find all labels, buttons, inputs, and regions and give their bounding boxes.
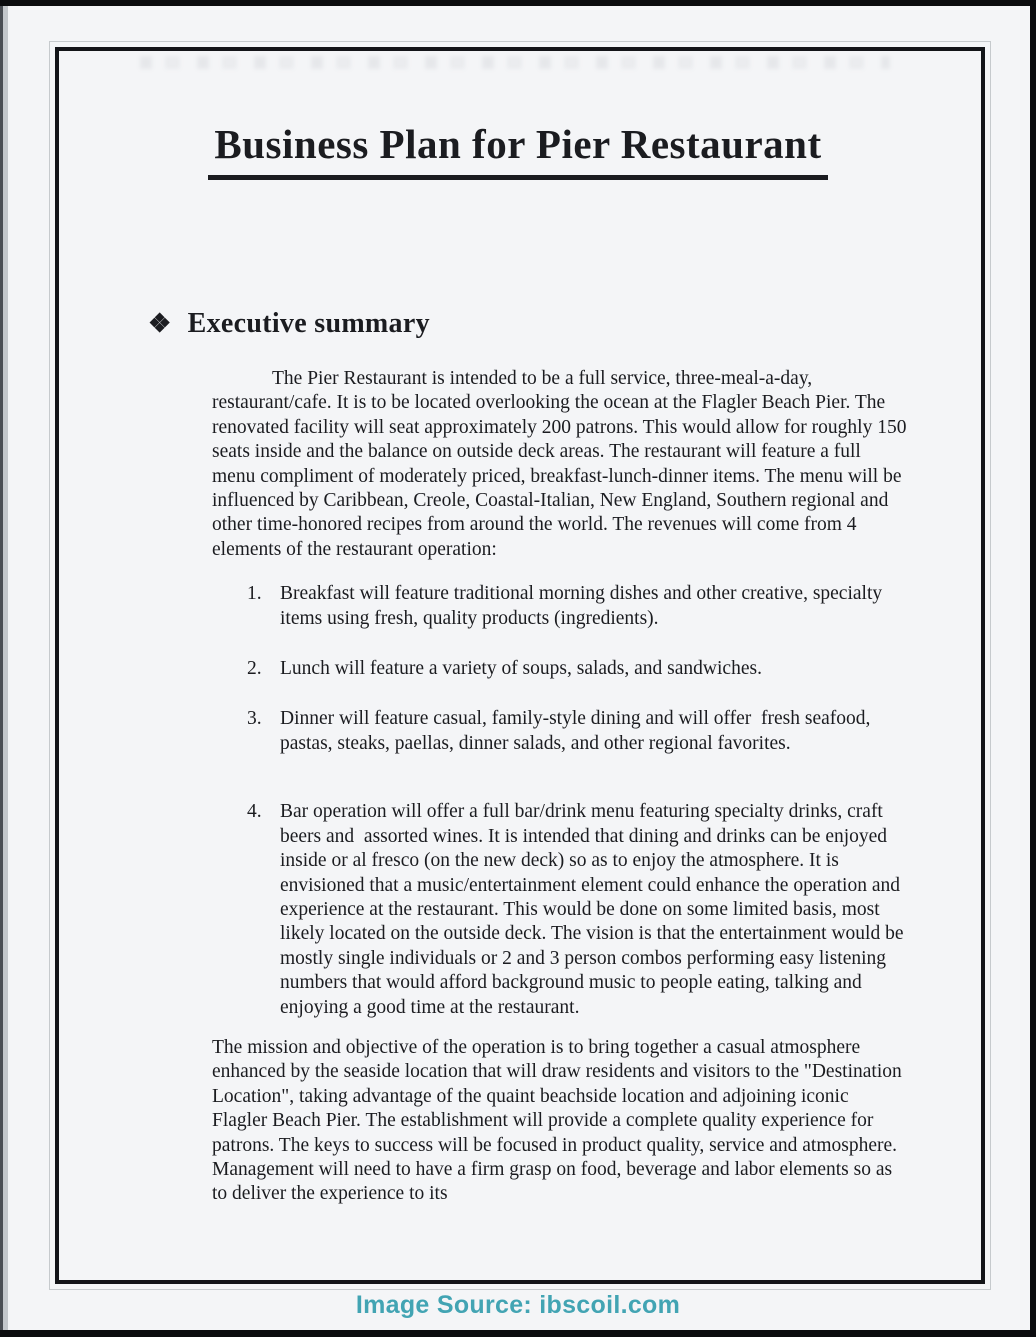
image-source-caption: Image Source: ibscoil.com: [355, 1291, 681, 1319]
list-item-text: Lunch will feature a variety of soups, salads, and sandwiches.: [280, 658, 762, 680]
list-item: [247, 707, 910, 756]
scan-edge-bottom: [0, 1330, 1036, 1337]
document-title-text: Business Plan for Pier Restaurant: [208, 120, 827, 180]
section-heading: [148, 308, 912, 340]
list-item-number: 2.: [247, 658, 262, 680]
list-item: [247, 582, 910, 631]
list-item-number: 1.: [247, 583, 262, 605]
scan-edge-left-gray: [3, 0, 8, 1337]
document-body: [148, 308, 912, 1207]
list-item: [247, 800, 910, 1020]
scan-edge-right: [1030, 0, 1036, 1337]
list-item: [247, 657, 910, 681]
intro-paragraph: The Pier Restaurant is intended to be a full service, three-meal-a-day, restaurant/cafe. It is to be located overlooking the ocean at the Flagler Beach Pier. The renovated facility will seat approximately 200 patrons. This would allow for roughly 150 seats inside and the balance on outside deck areas. The restaurant will feature a full menu compliment of moderately priced, breakfast-lunch-dinner items. The menu will be influenced by Caribbean, Creole, Coastal-Italian, New England, Southern regional and other time-honored recipes from around the world. The revenues will come from 4 elements of the restaurant operation:: [212, 368, 912, 560]
revenue-elements-list: [247, 582, 910, 1020]
diamond-bullet-icon: ❖: [148, 309, 172, 338]
list-item-text: Dinner will feature casual, family-style dining and will offer fresh seafood, pastas, steaks, paellas, dinner salads, and other regional favorites.: [280, 708, 876, 754]
document-title: [0, 120, 1036, 180]
scan-edge-top: [0, 0, 1036, 6]
list-item-number: 3.: [247, 708, 262, 730]
list-item-text: Breakfast will feature traditional morning dishes and other creative, specialty items using fresh, quality products (ingredients).: [280, 583, 887, 629]
list-item-number: 4.: [247, 801, 262, 823]
closing-paragraph: The mission and objective of the operation is to bring together a casual atmosphere enhanced by the seaside location that will draw residents and visitors to the "Destination Location", taking advantage of the quaint beachside location and adjoining iconic Flagler Beach Pier. The establishment will provide a complete quality experience for patrons. The keys to success will be focused in product quality, service and atmosphere. Management will need to have a firm grasp on food, beverage and labor elements so as to deliver the experience to its: [212, 1036, 907, 1205]
list-item-text: Bar operation will offer a full bar/drink menu featuring specialty drinks, craft beers and assorted wines. It is intended that dining and drinks can be enjoyed inside or al fresco (on the new deck) so as to enjoy the atmosphere. It is envisioned that a music/entertainment element could enhance the operation and experience at the restaurant. This would be done on some limited basis, most likely located on the outside deck. The vision is that the entertainment would be mostly single individuals or 2 and 3 person combos performing easy listening numbers that would afford background music to people eating, talking and enjoying a good time at the restaurant.: [280, 801, 909, 1018]
section-heading-text: Executive summary: [187, 308, 430, 339]
scan-bleed-artifact: [140, 56, 890, 69]
